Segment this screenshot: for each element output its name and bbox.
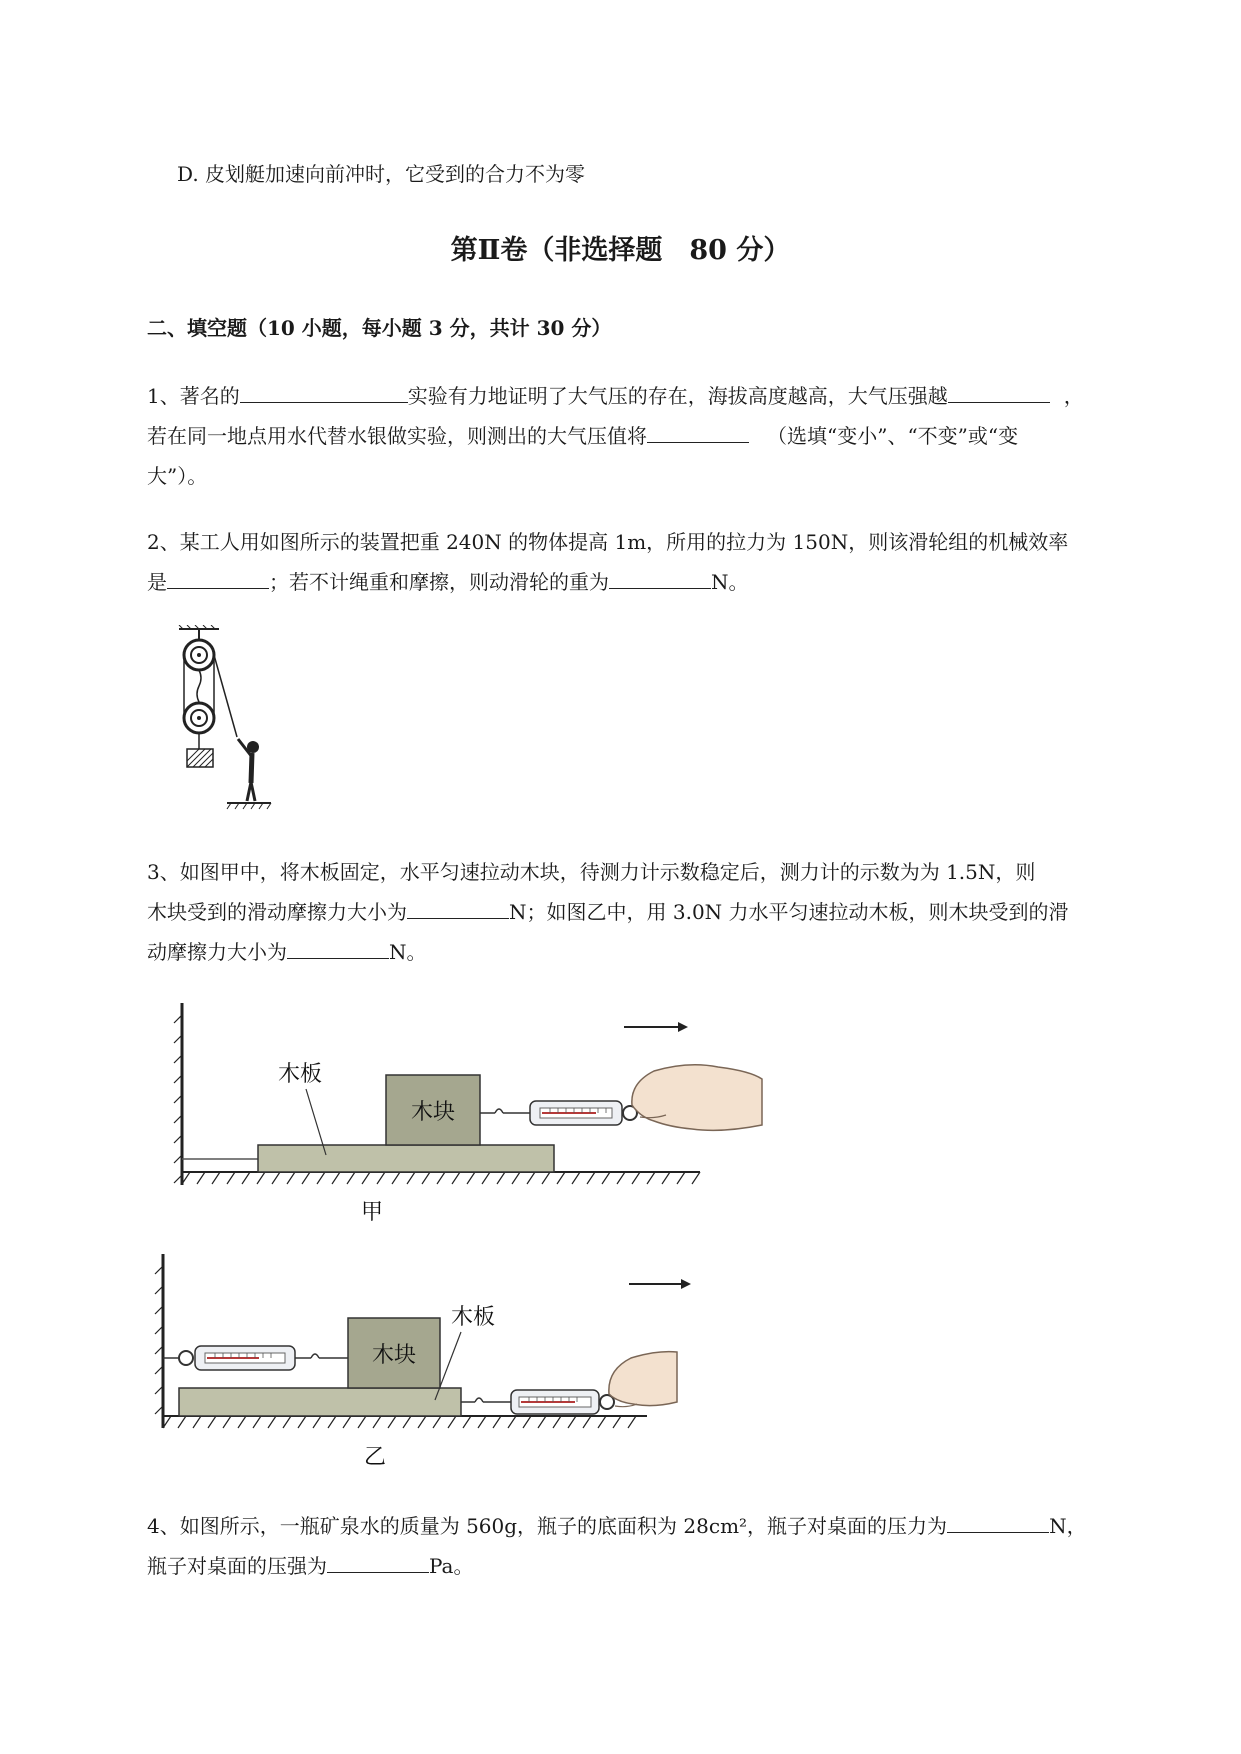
answer-blank[interactable] [287,940,389,959]
answer-blank[interactable] [947,1514,1049,1533]
q3-line-1: 3、如图甲中，将木板固定，水平匀速拉动木块，待测力计示数稳定后，测力计的示数为为 1.5N，则 [147,860,1036,884]
q4-text: 4、如图所示，一瓶矿泉水的质量为 560g，瓶子的底面积为 28cm²，瓶子对桌面的压力为 [147,1514,948,1538]
answer-blank[interactable] [327,1554,429,1573]
q1-text: （选填“变小”、“不变”或“变 [767,424,1019,448]
q3-text: 木块受到的滑动摩擦力大小为 [147,900,407,924]
block-label: 木块 [371,1343,417,1368]
block-label: 木块 [410,1100,456,1125]
q4-line-1 [147,1510,1087,1539]
q1-text: 1、著名的 [147,384,240,408]
q2-line-1: 2、某工人用如图所示的装置把重 240N 的物体提高 1m，所用的拉力为 150N，则该滑轮组的机械效率 [147,530,1069,554]
q3-text: N。 [389,940,427,964]
q1-text: 若在同一地点用水代替水银做实验，则测出的大气压值将 [147,424,647,448]
answer-blank[interactable] [240,384,408,403]
q3-text: 动摩擦力大小为 [147,940,287,964]
q4-text: N， [1049,1514,1087,1538]
q3-text: N；如图乙中，用 3.0N 力水平匀速拉动木板，则木块受到的滑 [509,900,1069,924]
answer-blank[interactable] [407,900,509,919]
q1-text: ， [1063,384,1084,408]
friction-figure-b [143,1248,693,1473]
part-title: 第Ⅱ卷（非选择题 80 分） [450,235,791,266]
q1-line-2 [147,420,1018,449]
q4-text: Pa。 [429,1554,474,1578]
q4-line-2 [147,1550,473,1579]
q2-text: ；若不计绳重和摩擦，则动滑轮的重为 [269,570,609,594]
answer-blank[interactable] [167,570,269,589]
q1-line-3: 大”）。 [147,464,208,488]
answer-blank[interactable] [948,384,1050,403]
figure-a-caption: 甲 [360,1200,384,1225]
q2-text: 是 [147,570,167,594]
q4-text: 瓶子对桌面的压强为 [147,1554,327,1578]
pulley-figure [175,625,285,810]
board-label: 木板 [450,1305,496,1330]
q3-line-3 [147,936,427,965]
answer-blank[interactable] [647,424,749,443]
answer-blank[interactable] [609,570,711,589]
q2-line-2 [147,566,749,595]
option-d: D. 皮划艇加速向前冲时，它受到的合力不为零 [177,162,586,186]
section-heading: 二、填空题（10 小题，每小题 3 分，共计 30 分） [147,316,612,340]
board-label: 木板 [277,1062,323,1087]
q3-line-2 [147,896,1069,925]
q1-line-1 [147,380,1084,409]
figure-b-caption: 乙 [363,1445,387,1470]
q2-text: N。 [711,570,749,594]
q1-text: 实验有力地证明了大气压的存在，海拔高度越高，大气压强越 [407,384,948,408]
friction-figure-a [170,995,770,1230]
